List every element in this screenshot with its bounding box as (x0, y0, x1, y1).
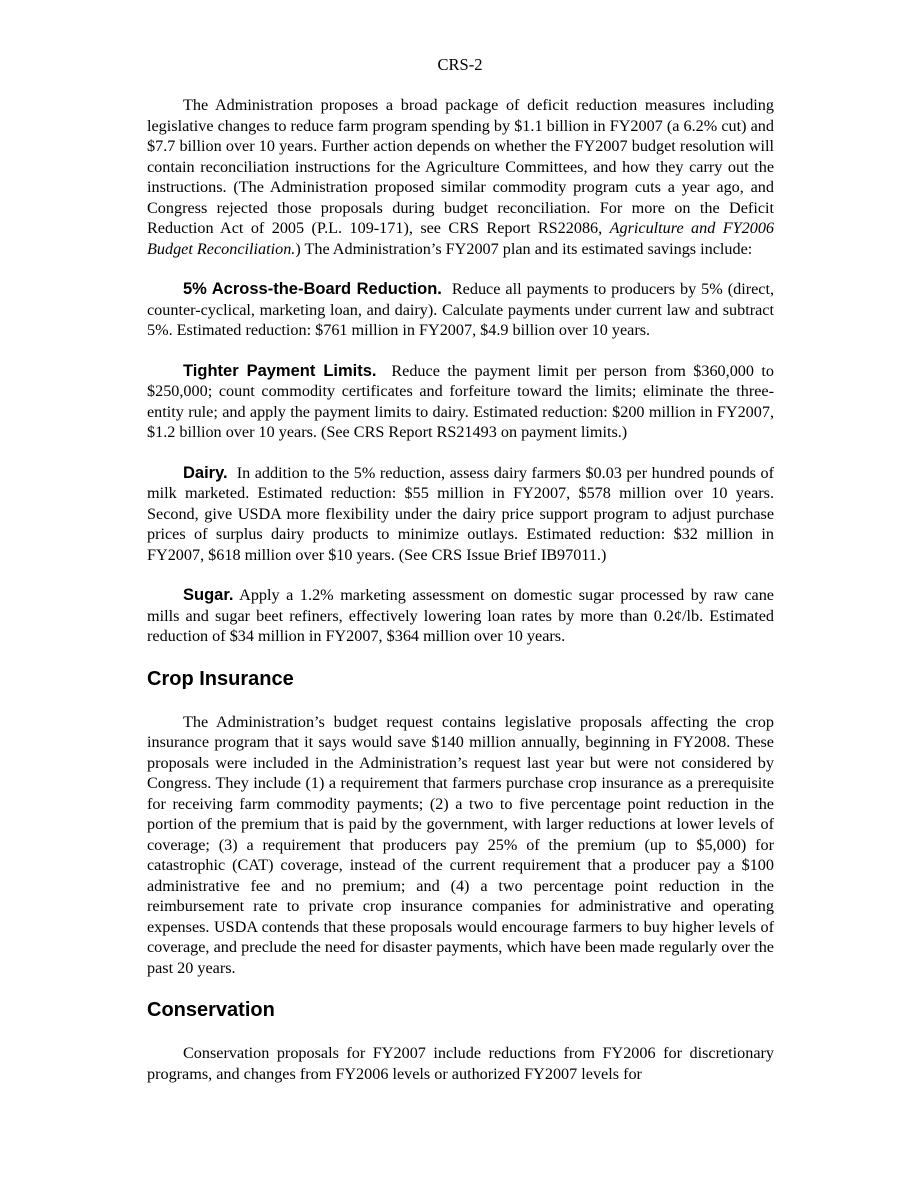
report-title: Agriculture and FY2006 Budget Reconciliation. (147, 219, 775, 258)
item-body: In addition to the 5% reduction, assess dairy farmers $0.03 per hundred pounds of milk marketed. Estimated reduction: $55 million in FY2007, $578 million over 10 years. Second, give USDA more flexibility under the dairy price support program to adjust purchase prices of surplus dairy products to minimize outlays. Estimated reduction: $32 million in FY2007, $618 million over $10 years. (See CRS Issue Brief IB97011.) (147, 463, 774, 564)
item-body: Apply a 1.2% marketing assessment on domestic sugar processed by raw cane mills and sugar beet refiners, effectively lowering loan rates by more than 0.2¢/lb. Estimated reduction of $34 million in FY2007, $364 million over 10 years. (147, 586, 774, 645)
item-heading: 5% Across-the-Board Reduction. (183, 280, 442, 298)
item-heading: Sugar. (183, 586, 234, 604)
item-body: Reduce the payment limit per person from $360,000 to $250,000; count commodity certificates and forfeiture toward the limits; eliminate the three-entity rule; and apply the payment limits to dairy. Estimated reduction: $200 million in FY2007, $1.2 billion over 10 years. (See CRS Report RS21493 on payment limits.) (147, 361, 774, 441)
item-heading: Tighter Payment Limits. (183, 361, 377, 380)
section-heading-conservation: Conservation (147, 999, 275, 1021)
item-across-the-board (147, 279, 774, 341)
intro-paragraph (147, 95, 774, 259)
page-number: CRS-2 (437, 55, 483, 74)
conservation-paragraph: Conservation proposals for FY2007 include reductions from FY2006 for discretionary programs, and changes from FY2006 levels or authorized FY2007 levels for (147, 1044, 774, 1083)
item-dairy (147, 463, 774, 566)
document-body (147, 95, 774, 1084)
item-heading: Dairy. (183, 463, 228, 482)
item-payment-limits (147, 361, 774, 443)
item-sugar (147, 585, 774, 647)
crop-insurance-paragraph: The Administration’s budget request contains legislative proposals affecting the crop insurance program that it says would save $140 million annually, beginning in FY2008. These proposals were included in the Administration’s request last year but were not considered by Congress. They include (1) a requirement that farmers purchase crop insurance as a prerequisite for receiving farm commodity payments; (2) a two to five percentage point reduction in the portion of the premium that is paid by the government, with larger reductions at lower levels of coverage; (3) a requirement that producers pay 25% of the premium (up to $5,000) for catastrophic (CAT) coverage, instead of the current requirement that a producer pay a $100 administrative fee and no premium; and (4) a two percentage point reduction in the reimbursement rate to private crop insurance companies for administrative and operating expenses. USDA contends that these proposals would encourage farmers to buy higher levels of coverage, and preclude the need for disaster payments, which have been made regularly over the past 20 years. (147, 712, 774, 977)
intro-text-2: ) The Administration’s FY2007 plan and its estimated savings include: (295, 239, 753, 258)
intro-text-1: The Administration proposes a broad package of deficit reduction measures including legislative changes to reduce farm program spending by $1.1 billion in FY2007 (a 6.2% cut) and $7.7 billion over 10 years. Further action depends on whether the FY2007 budget resolution will contain reconciliation instructions for the Agriculture Committees, and how they carry out the instructions. (The Administration proposed similar commodity program cuts a year ago, and Congress rejected those proposals during budget reconciliation. For more on the Deficit Reduction Act of 2005 (P.L. 109-171), see CRS Report RS22086, (147, 96, 774, 237)
item-body: Reduce all payments to producers by 5% (direct, counter-cyclical, marketing loan, and dairy). Calculate payments under current law and subtract 5%. Estimated reduction: $761 million in FY2007, $4.9 billion over 10 years. (147, 280, 775, 339)
section-heading-crop-insurance: Crop Insurance (147, 667, 294, 690)
